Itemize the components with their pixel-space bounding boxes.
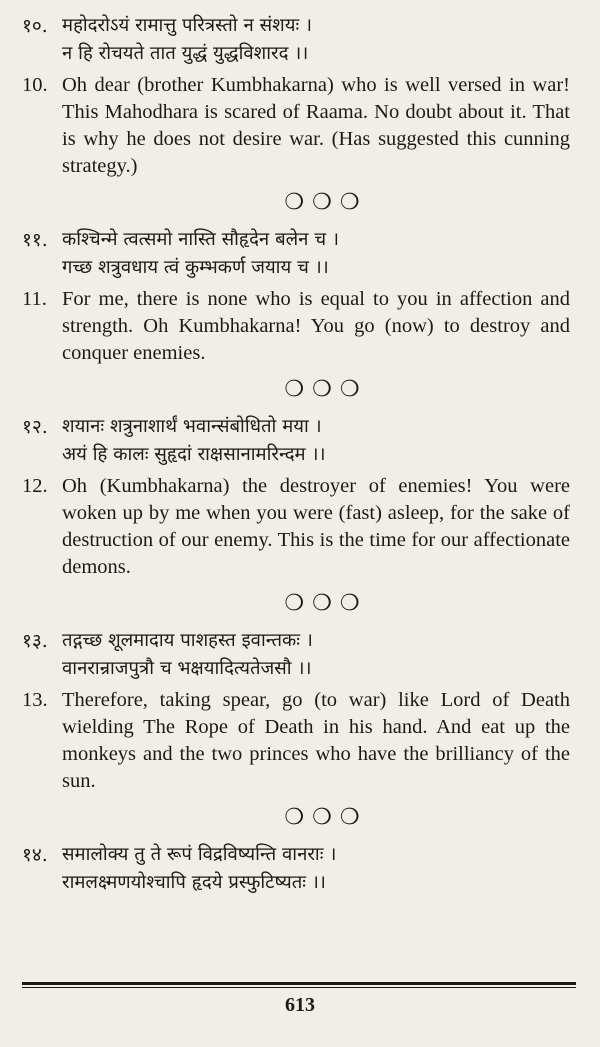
- translation-12: [22, 473, 570, 581]
- sanskrit-line: महोदरोऽयं रामात्तु परित्रस्तो न संशयः ।: [62, 15, 313, 36]
- translation-number: 13.: [22, 689, 48, 711]
- footer-rule-thick: [22, 982, 576, 985]
- translation-number: 12.: [22, 475, 48, 497]
- page-number: 613: [285, 994, 315, 1016]
- translation-13: [22, 687, 570, 795]
- sanskrit-verse-number: १३.: [22, 630, 48, 652]
- verse-separator: ❍❍❍: [284, 805, 368, 830]
- translation-11: [22, 286, 570, 367]
- sanskrit-line: न हि रोचयते तात युद्धं युद्धविशारद ।।: [62, 43, 309, 64]
- verse-separator: ❍❍❍: [284, 190, 368, 215]
- sanskrit-line: गच्छ शत्रुवधाय त्वं कुम्भकर्ण जयाय च ।।: [62, 257, 329, 278]
- sanskrit-line: रामलक्ष्मणयोश्चापि हृदये प्रस्फुटिष्यतः ।।: [62, 872, 326, 893]
- translation-text: For me, there is none who is equal to you in affection and strength. Oh Kumbhakarna! You go (now) to destroy and conquer enemies.: [62, 288, 570, 364]
- sanskrit-verse-12: [22, 413, 570, 469]
- translation-text: Therefore, taking spear, go (to war) like Lord of Death wielding The Rope of Death in his hand. And eat up the monkeys and the two princes who have the brilliancy of the sun.: [62, 689, 570, 792]
- translation-text: Oh dear (brother Kumbhakarna) who is well versed in war! This Mahodhara is scared of Raama. No doubt about it. That is why he does not desire war. (Has suggested this cunning strategy.): [62, 74, 570, 177]
- sanskrit-verse-number: १०.: [22, 15, 48, 37]
- translation-number: 11.: [22, 288, 47, 310]
- footer-rule: [22, 982, 576, 988]
- sanskrit-verse-number: ११.: [22, 229, 48, 251]
- sanskrit-verse-10: [22, 12, 570, 68]
- translation-text: Oh (Kumbhakarna) the destroyer of enemies! You were woken up by me when you were (fast) asleep, for the sake of destruction of our enemy. This is the time for our affectionate demons.: [62, 475, 570, 578]
- verse-separator: ❍❍❍: [284, 591, 368, 616]
- sanskrit-verse-number: १४.: [22, 844, 48, 866]
- sanskrit-line: कश्चिन्मे त्वत्समो नास्ति सौहृदेन बलेन च ।: [62, 229, 339, 250]
- sanskrit-line: वानरान्राजपुत्रौ च भक्षयादित्यतेजसौ ।।: [62, 658, 312, 679]
- sanskrit-verse-11: [22, 226, 570, 282]
- sanskrit-line: शयानः शत्रुनाशार्थं भवान्संबोधितो मया ।: [62, 416, 322, 437]
- translation-10: [22, 72, 570, 180]
- translation-number: 10.: [22, 74, 48, 96]
- sanskrit-verse-14: [22, 841, 570, 897]
- sanskrit-verse-number: १२.: [22, 416, 48, 438]
- sanskrit-line: तद्गच्छ शूलमादाय पाशहस्त इवान्तकः ।: [62, 630, 313, 651]
- verse-separator: ❍❍❍: [284, 377, 368, 402]
- sanskrit-line: अयं हि कालः सुहृदां राक्षसानामरिन्दम ।।: [62, 444, 326, 465]
- sanskrit-line: समालोक्य तु ते रूपं विद्रविष्यन्ति वानराः ।: [62, 844, 337, 865]
- sanskrit-verse-13: [22, 627, 570, 683]
- footer-rule-thin: [22, 987, 576, 988]
